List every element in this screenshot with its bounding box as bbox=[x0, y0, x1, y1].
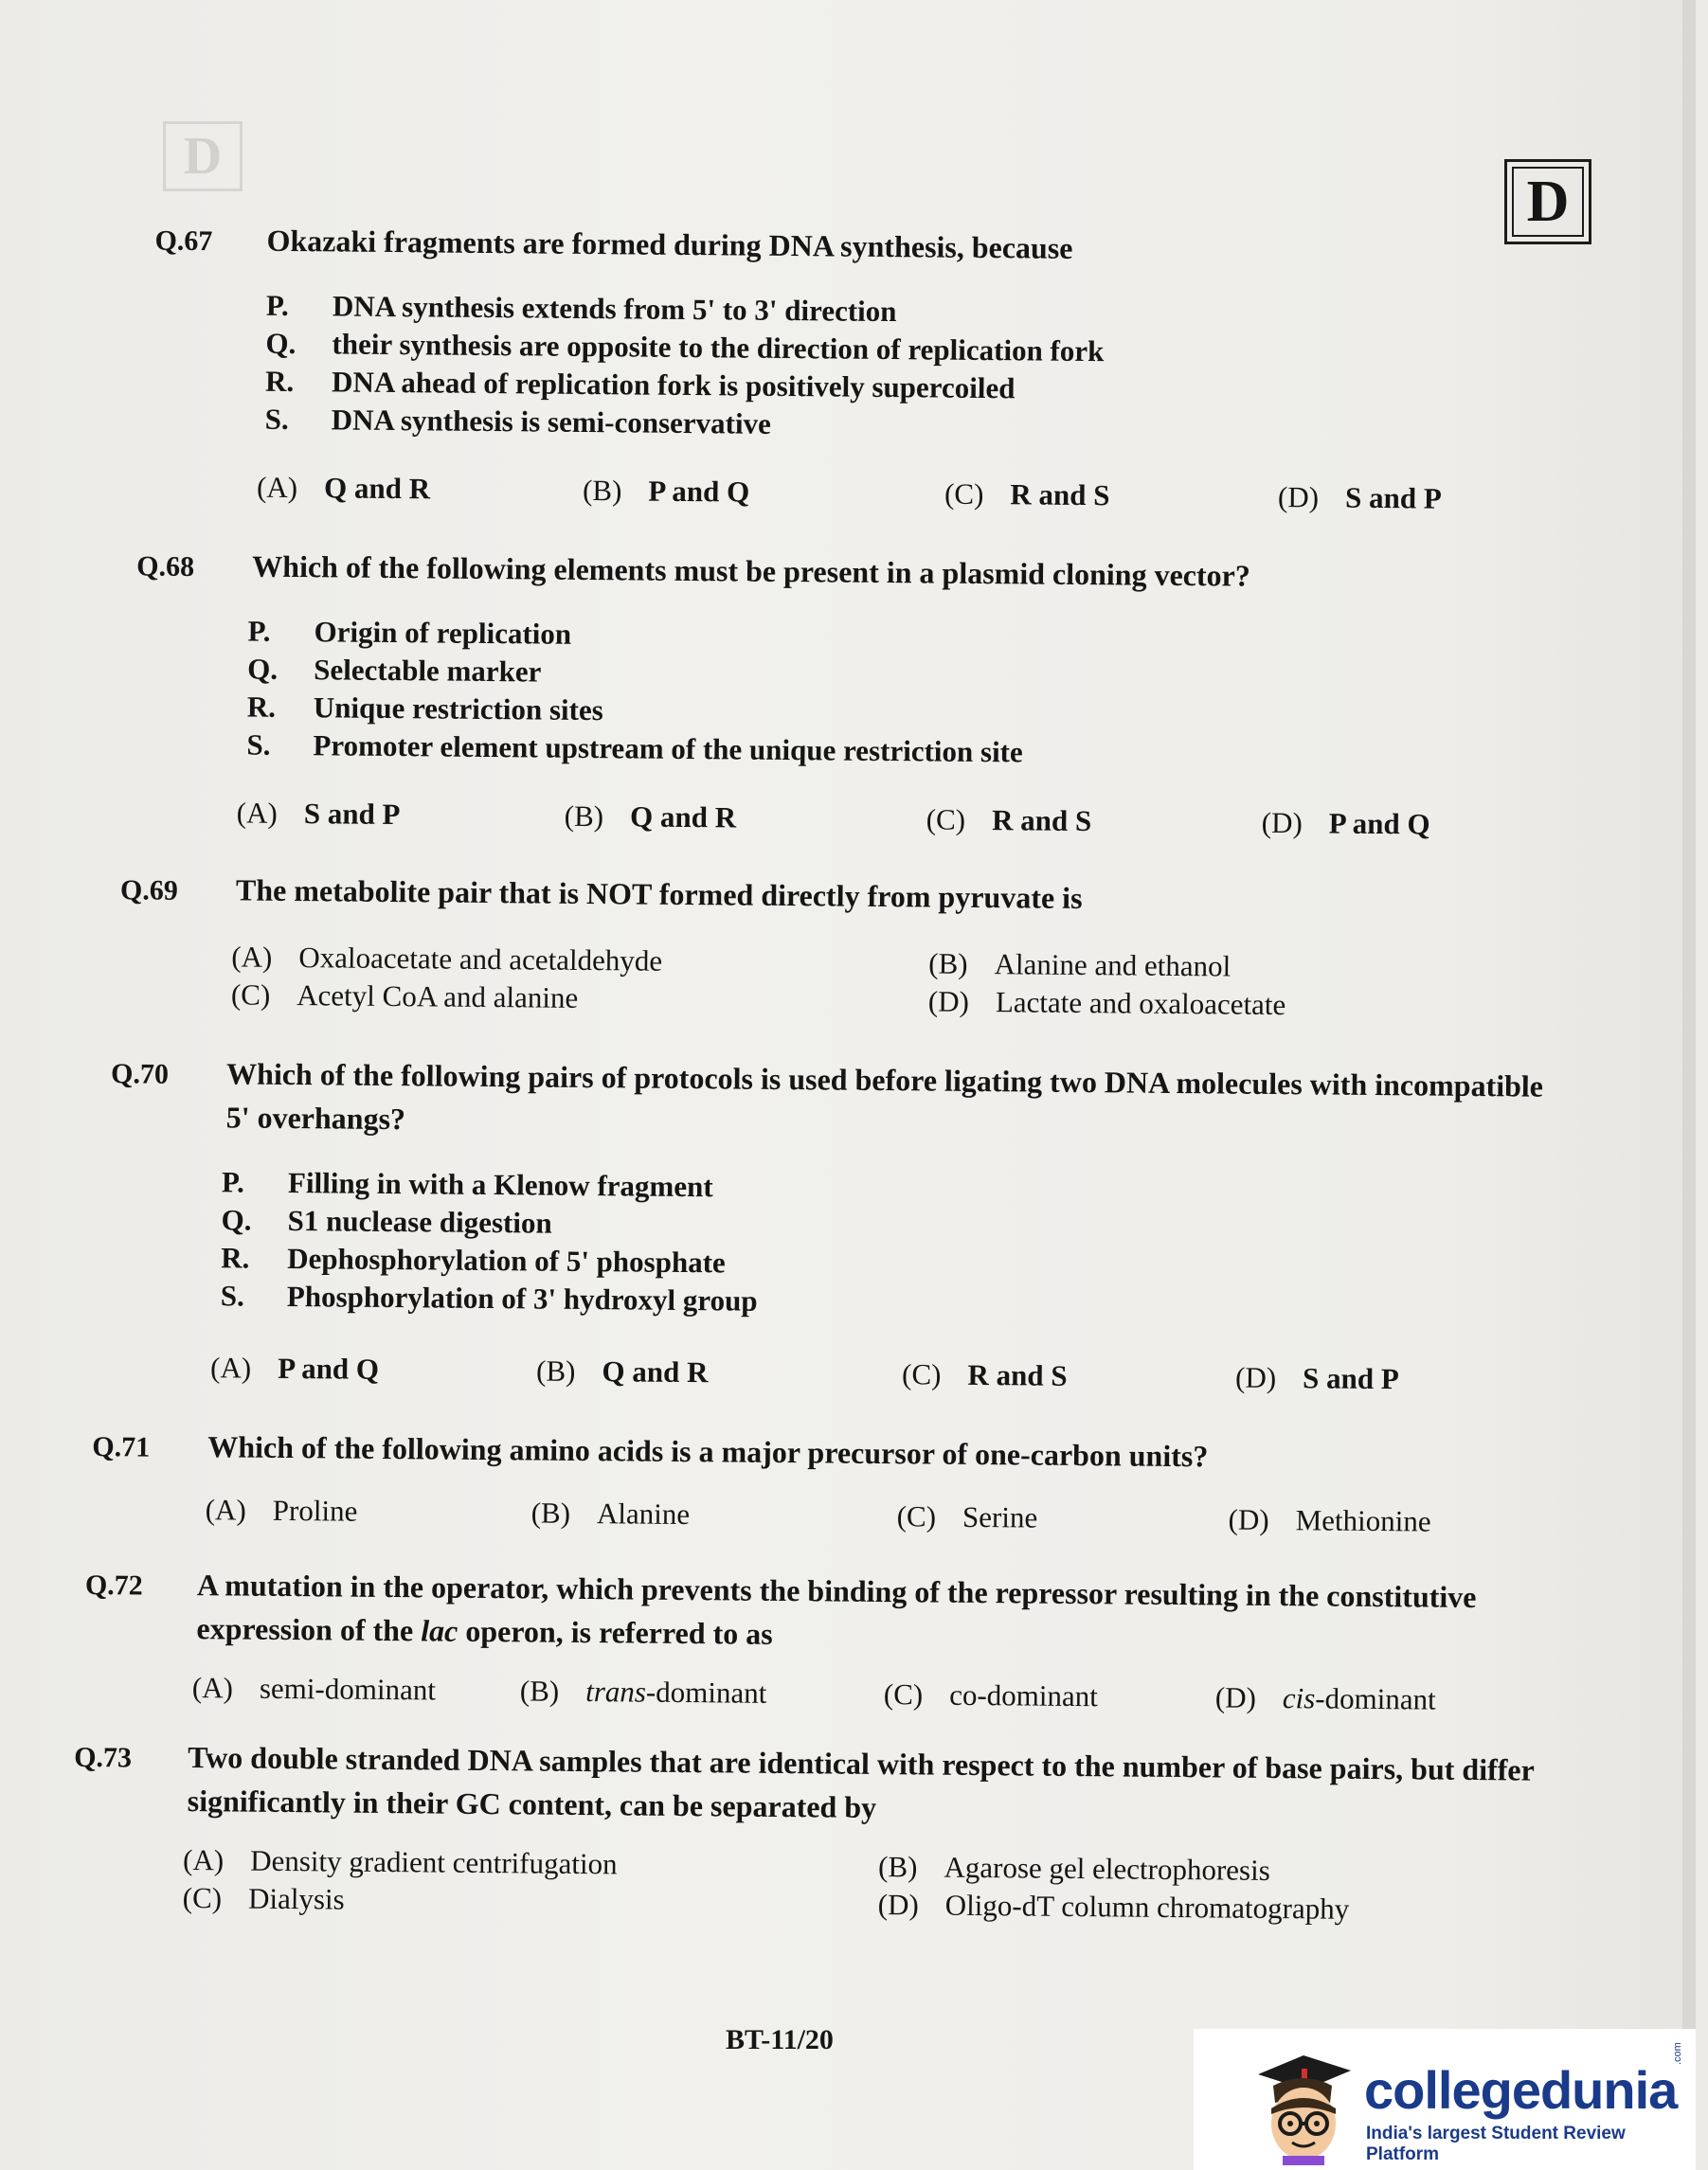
option-b[interactable] bbox=[928, 946, 1231, 983]
option-c[interactable] bbox=[884, 1677, 1098, 1713]
option-text: Methionine bbox=[1295, 1503, 1431, 1538]
statement-text: Dephosphorylation of 5' phosphate bbox=[287, 1241, 726, 1280]
option-label: (C) bbox=[896, 1499, 937, 1533]
statement-label: S. bbox=[220, 1279, 245, 1313]
option-text: Serine bbox=[962, 1499, 1038, 1534]
option-text: Q and R bbox=[323, 471, 431, 506]
option-a[interactable] bbox=[237, 796, 401, 832]
option-text: Lactate and oxaloacetate bbox=[995, 985, 1286, 1022]
option-text-rest: -dominant bbox=[1315, 1681, 1436, 1716]
option-a[interactable] bbox=[257, 471, 430, 507]
option-a[interactable] bbox=[210, 1351, 379, 1387]
option-d[interactable] bbox=[878, 1888, 1350, 1927]
statement-label: S. bbox=[264, 402, 289, 436]
statement-text: Phosphorylation of 3' hydroxyl group bbox=[286, 1279, 758, 1318]
option-text: S and P bbox=[303, 797, 401, 832]
option-c[interactable] bbox=[944, 477, 1110, 513]
statement-s bbox=[265, 403, 771, 441]
option-d[interactable] bbox=[1215, 1680, 1436, 1716]
option-d[interactable] bbox=[1235, 1361, 1399, 1397]
option-b[interactable] bbox=[565, 799, 737, 835]
option-label: (C) bbox=[883, 1677, 924, 1712]
statement-text: Origin of replication bbox=[314, 615, 572, 651]
statement-label: Q. bbox=[247, 652, 279, 686]
option-a[interactable] bbox=[206, 1493, 358, 1529]
option-text-italic: cis bbox=[1282, 1681, 1316, 1715]
option-label: (B) bbox=[535, 1354, 576, 1388]
option-d[interactable] bbox=[1262, 806, 1430, 842]
faint-set-mark: D bbox=[163, 121, 243, 191]
option-a[interactable] bbox=[192, 1671, 436, 1707]
option-a[interactable] bbox=[231, 940, 662, 977]
question-text-post: operon, is referred to as bbox=[458, 1613, 773, 1651]
option-label: (C) bbox=[944, 476, 984, 511]
option-text: Alanine and ethanol bbox=[994, 947, 1232, 983]
question-text: Which of the following elements must be present in a plasmid cloning vector? bbox=[252, 548, 1251, 593]
option-label: (D) bbox=[1234, 1360, 1277, 1394]
option-d[interactable] bbox=[1228, 1503, 1430, 1539]
option-label: (D) bbox=[877, 1887, 919, 1922]
question-text bbox=[236, 868, 1515, 924]
question-text: Which of the following amino acids is a major precursor of one-carbon units? bbox=[207, 1429, 1209, 1474]
statement-text: their synthesis are opposite to the direction of replication fork bbox=[332, 327, 1105, 368]
statement-text: S1 nuclease digestion bbox=[287, 1203, 552, 1240]
question-number: Q.70 bbox=[110, 1058, 170, 1090]
option-label: (D) bbox=[1228, 1502, 1269, 1536]
option-text: Proline bbox=[272, 1493, 358, 1528]
option-text: Oxaloacetate and acetaldehyde bbox=[298, 941, 663, 977]
statement-text: DNA synthesis is semi-conservative bbox=[331, 403, 772, 440]
option-label: (B) bbox=[530, 1496, 571, 1530]
statement-p bbox=[222, 1165, 713, 1204]
question-number: Q.69 bbox=[119, 874, 178, 906]
question-number: Q.72 bbox=[84, 1569, 143, 1602]
question-67 bbox=[0, 0, 1696, 515]
option-text-rest: -dominant bbox=[645, 1675, 767, 1710]
option-text: R and S bbox=[967, 1357, 1068, 1392]
option-text: Acetyl CoA and alanine bbox=[297, 978, 579, 1014]
student-mascot-icon bbox=[1245, 2042, 1358, 2165]
question-text-pre: A mutation in the operator, which prevents the binding of the repressor resulting in the constitutive expression of the bbox=[196, 1568, 1477, 1648]
option-label: (B) bbox=[564, 798, 604, 834]
option-text bbox=[1283, 1681, 1436, 1716]
option-label: (A) bbox=[205, 1493, 246, 1527]
option-label: (A) bbox=[182, 1842, 225, 1877]
statement-label: P. bbox=[221, 1165, 245, 1199]
option-label: (D) bbox=[1261, 805, 1303, 840]
statement-r bbox=[221, 1241, 726, 1280]
statement-label: Q. bbox=[265, 326, 297, 361]
option-label: (B) bbox=[877, 1849, 918, 1884]
option-label: (A) bbox=[236, 796, 278, 830]
statement-text: DNA synthesis extends from 5' to 3' direction bbox=[332, 289, 897, 329]
option-text: Oligo-dT column chromatography bbox=[944, 1888, 1350, 1926]
option-text bbox=[585, 1675, 766, 1710]
question-number: Q.71 bbox=[92, 1431, 151, 1463]
option-label: (A) bbox=[256, 470, 298, 505]
option-b[interactable] bbox=[520, 1674, 767, 1710]
question-text-emphasis: NOT bbox=[585, 875, 652, 911]
question-text bbox=[196, 1563, 1542, 1663]
page-footer-code: BT-11/20 bbox=[726, 2024, 834, 2055]
statement-q bbox=[221, 1203, 551, 1240]
option-c[interactable] bbox=[902, 1357, 1068, 1393]
statement-s bbox=[221, 1279, 758, 1318]
statement-label: R. bbox=[246, 690, 277, 724]
option-text: co-dominant bbox=[949, 1677, 1099, 1713]
statement-label: P. bbox=[265, 288, 289, 322]
statement-q bbox=[247, 653, 542, 690]
statement-label: R. bbox=[264, 364, 295, 398]
option-text: Density gradient centrifugation bbox=[250, 1843, 618, 1881]
option-label: (D) bbox=[927, 984, 970, 1018]
option-text: Alanine bbox=[596, 1497, 691, 1532]
option-label: (D) bbox=[1277, 479, 1320, 514]
set-code-box: D bbox=[1504, 159, 1591, 244]
option-label: (A) bbox=[231, 940, 273, 974]
option-label: (A) bbox=[191, 1671, 234, 1705]
option-label: (A) bbox=[209, 1351, 252, 1385]
option-label: (C) bbox=[901, 1357, 942, 1391]
statement-label: S. bbox=[246, 727, 271, 762]
statement-p bbox=[247, 615, 571, 652]
option-text: S and P bbox=[1344, 480, 1442, 515]
brand-name: collegedunia bbox=[1364, 2060, 1678, 2120]
statement-q bbox=[265, 327, 1104, 368]
statement-s bbox=[246, 728, 1023, 770]
option-a[interactable] bbox=[183, 1843, 618, 1881]
statement-r bbox=[265, 365, 1016, 406]
statement-label: R. bbox=[221, 1241, 250, 1275]
option-label: (C) bbox=[926, 802, 966, 836]
question-text: Which of the following pairs of protocols is used before ligating two DNA molecules with incompatible 5' overhangs? bbox=[225, 1056, 1544, 1137]
question-number: Q.67 bbox=[154, 224, 213, 258]
option-label: (B) bbox=[582, 473, 622, 508]
option-text: R and S bbox=[1010, 477, 1110, 512]
option-label: (C) bbox=[182, 1880, 223, 1915]
option-label: (C) bbox=[230, 977, 271, 1012]
question-text-italic: lac bbox=[421, 1613, 458, 1648]
brand-suffix: .com bbox=[1672, 2042, 1683, 2065]
statement-text: Filling in with a Klenow fragment bbox=[287, 1165, 713, 1204]
question-text: Two double stranded DNA samples that are identical with respect to the number of base pairs, but differ significantly in their GC content, can be separated by bbox=[187, 1739, 1535, 1824]
question-text-post: formed directly from pyruvate is bbox=[651, 876, 1083, 916]
option-b[interactable] bbox=[531, 1496, 691, 1532]
statement-r bbox=[247, 690, 603, 728]
statement-label: P. bbox=[247, 614, 271, 648]
option-label: (B) bbox=[519, 1674, 560, 1708]
option-b[interactable] bbox=[878, 1850, 1270, 1888]
option-b[interactable] bbox=[536, 1354, 709, 1390]
option-label: (B) bbox=[928, 946, 968, 980]
statement-text: DNA ahead of replication fork is positively supercoiled bbox=[331, 365, 1016, 405]
question-text: Okazaki fragments are formed during DNA synthesis, because bbox=[266, 223, 1073, 265]
option-text: Dialysis bbox=[247, 1881, 345, 1916]
statement-text: Promoter element upstream of the unique restriction site bbox=[313, 728, 1023, 769]
option-text-italic: trans bbox=[585, 1675, 647, 1709]
option-c[interactable] bbox=[897, 1499, 1038, 1534]
page-edge bbox=[1682, 0, 1696, 2170]
brand-tagline: India's largest Student Review Platform bbox=[1366, 2124, 1626, 2164]
statement-p bbox=[266, 289, 897, 329]
option-text: P and Q bbox=[278, 1351, 380, 1386]
option-text: R and S bbox=[991, 803, 1092, 838]
option-b[interactable] bbox=[583, 474, 749, 510]
statement-text: Selectable marker bbox=[314, 653, 542, 689]
statement-text: Unique restriction sites bbox=[313, 690, 603, 727]
statement-label: Q. bbox=[221, 1203, 252, 1237]
question-number: Q.73 bbox=[74, 1741, 133, 1774]
brand-logo[interactable] bbox=[1194, 2029, 1696, 2170]
option-c[interactable] bbox=[926, 802, 1092, 838]
option-text: P and Q bbox=[648, 474, 750, 509]
option-c[interactable] bbox=[183, 1881, 345, 1917]
option-label: (D) bbox=[1214, 1680, 1257, 1714]
option-d[interactable] bbox=[928, 984, 1286, 1022]
question-text-pre: The metabolite pair that is bbox=[235, 872, 587, 910]
option-text: semi-dominant bbox=[259, 1671, 437, 1707]
option-c[interactable] bbox=[231, 977, 579, 1015]
option-text: Agarose gel electrophoresis bbox=[944, 1850, 1270, 1887]
option-d[interactable] bbox=[1278, 480, 1442, 516]
option-text: P and Q bbox=[1328, 806, 1430, 841]
question-number: Q.68 bbox=[136, 550, 195, 583]
option-text: S and P bbox=[1302, 1361, 1399, 1396]
option-text: Q and R bbox=[629, 799, 737, 834]
option-text: Q and R bbox=[602, 1354, 709, 1390]
